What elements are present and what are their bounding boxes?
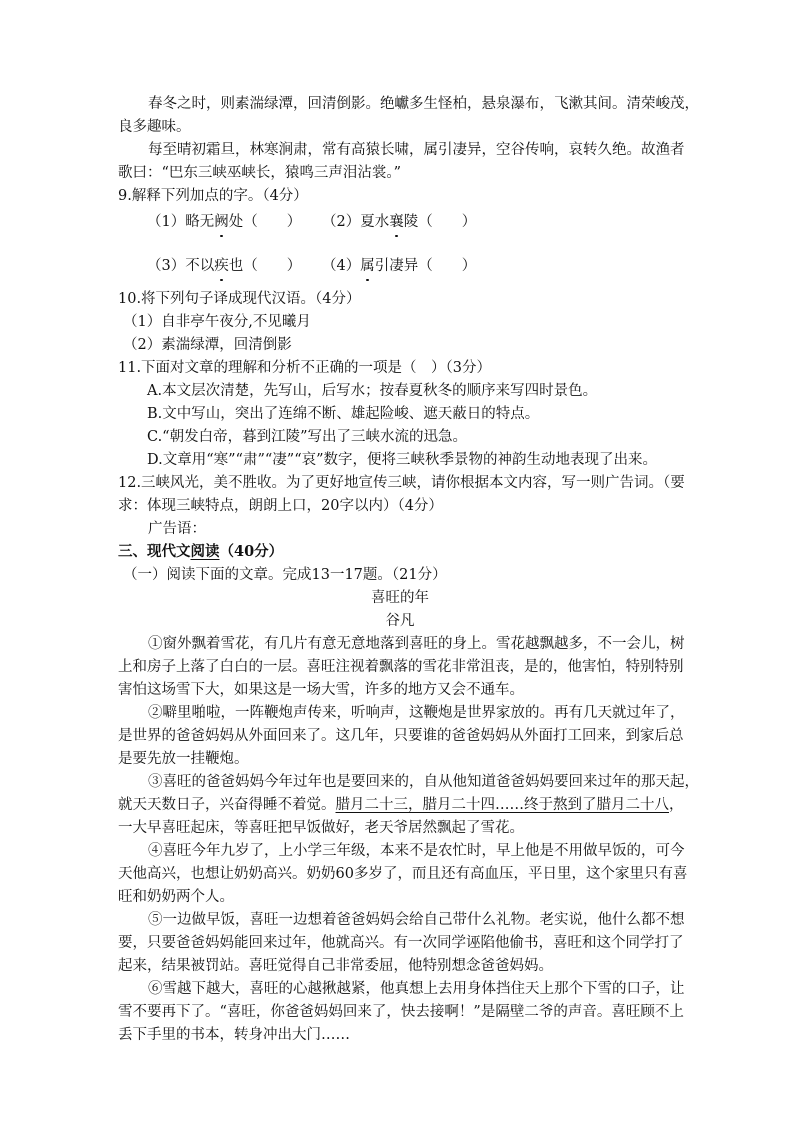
section3-title-post: （40分） <box>219 543 284 560</box>
story-p2-line1: ②噼里啪啦，一阵鞭炮声传来，听响声，这鞭炮是世界家放的。再有几天就过年了， <box>148 705 685 721</box>
q9-item-1-post: 处（ ） <box>228 214 302 230</box>
passage-p1-line1: 春冬之时，则素湍绿潭，回清倒影。绝巘多生怪柏，悬泉瀑布，飞漱其间。清荣峻茂， <box>148 96 699 112</box>
section3-title-underlined: 阅读 <box>190 543 220 560</box>
story-p1-line2: 上和房子上落了白白的一层。喜旺注视着飘落的雪花非常沮丧，是的，他害怕，特别特别 <box>118 659 684 675</box>
story-p5-line1: ⑤一边做早饭，喜旺一边想着爸爸妈妈会给自己带什么礼物。老实说，他什么都不想 <box>148 912 685 928</box>
section3-title <box>118 542 283 562</box>
q9-item-1 <box>147 212 301 232</box>
story-p5-line2: 要，只要爸爸妈妈能回来过年，他就高兴。有一次同学诬陷他偷书，喜旺和这个同学打了 <box>118 935 684 951</box>
q11-option-c: C.“朝发白帝，暮到江陵”写出了三峡水流的迅急。 <box>147 429 468 445</box>
q9-item-2-post: 陵（ ） <box>403 214 477 230</box>
passage-p1-line2: 良多趣味。 <box>118 119 191 135</box>
story-p3-line1: ③喜旺的爸爸妈妈今年过年也是要回来的，自从他知道爸爸妈妈要回来过年的那天起， <box>148 774 699 790</box>
q9-item-3 <box>147 256 301 276</box>
story-p4-line2: 天他高兴，也想让奶奶高兴。奶奶60多岁了，而且还有高血压，平日里，这个家里只有喜 <box>118 866 688 882</box>
q10-stem: 10.将下列句子译成现代汉语。（4分） <box>118 291 361 307</box>
story-p6-line3: 丢下手里的书本，转身冲出大门…… <box>118 1027 350 1043</box>
q9-item-2-dotted: 襄 <box>389 214 404 230</box>
q11-option-a: A.本文层次清楚，先写山，后写水；按春夏秋冬的顺序来写四时景色。 <box>147 383 598 399</box>
story-p3-line2-pre: 就天天数日子，兴奋得睡不着觉。 <box>118 797 336 813</box>
story-p4-line1: ④喜旺今年九岁了，上小学三年级，本来不是农忙时，早上他是不用做早饭的，可今 <box>148 843 685 859</box>
story-p4-line3: 旺和奶奶两个人。 <box>118 889 234 905</box>
q9-item-1-dotted: 阙 <box>214 214 229 230</box>
story-author: 谷凡 <box>385 613 415 629</box>
q9-item-3-pre: （3）不以 <box>147 258 215 274</box>
q9-item-4-pre: （4） <box>322 258 361 274</box>
story-p3-underlined-sentence: 腊月二十三，腊月二十四……终于熬到了腊月二十八 <box>335 797 669 813</box>
q12-ad-label: 广告语： <box>148 521 206 537</box>
q9-item-2-pre: （2）夏水 <box>322 214 390 230</box>
section3-part1: （一）阅读下面的文章。完成13一17题。（21分） <box>123 567 447 583</box>
q9-item-4-post: 引凄异（ ） <box>374 258 477 274</box>
q11-stem: 11.下面对文章的理解和分析不正确的一项是（ ）（3分） <box>118 360 492 376</box>
passage-p2-line2: 歌曰：“巴东三峡巫峡长，猿鸣三声泪沾裳。” <box>118 165 402 181</box>
q12-line1: 12.三峡风光，美不胜收。为了更好地宣传三峡，请你根据本文内容，写一则广告词。（要 <box>118 475 685 491</box>
q9-item-4-dotted: 属 <box>360 258 375 274</box>
story-p2-line2: 是世界的爸爸妈妈从外面回来了。这几年，只要谁的爸爸妈妈从外面打工回来，到家后总 <box>118 728 684 744</box>
story-p1-line1: ①窗外飘着雪花，有几片有意无意地落到喜旺的身上。雪花越飘越多，不一会儿，树 <box>148 636 685 652</box>
story-p6-line2: 雪不要再下了。“喜旺，你爸爸妈妈回来了，快去接啊！”是隔壁二爷的声音。喜旺顾不上 <box>118 1004 684 1020</box>
q9-stem: 9.解释下列加点的字。（4分） <box>118 188 308 204</box>
q9-item-4 <box>322 256 476 276</box>
story-p6-line1: ⑥雪越下越大，喜旺的心越揪越紧，他真想上去用身体挡住天上那个下雪的口子，让 <box>148 981 685 997</box>
story-p5-line3: 起来，结果被罚站。喜旺觉得自己非常委屈，他特别想念爸爸妈妈。 <box>118 958 553 974</box>
story-p3-line3: 一大早喜旺起床，等喜旺把早饭做好，老天爷居然飘起了雪花。 <box>118 820 524 836</box>
q11-option-b: B.文中写山，突出了连绵不断、雄起险峻、遮天蔽日的特点。 <box>147 406 540 422</box>
q9-item-3-dotted: 疾 <box>214 258 229 274</box>
passage-p2-line1: 每至晴初霜旦，林寒涧肃，常有高猿长啸，属引凄异，空谷传响，哀转久绝。故渔者 <box>148 142 685 158</box>
q9-item-2 <box>322 212 476 232</box>
story-p3-line2 <box>118 795 684 815</box>
story-title: 喜旺的年 <box>371 590 429 606</box>
story-p2-line3: 是要先放一挂鞭炮。 <box>118 751 249 767</box>
q9-item-1-pre: （1）略无 <box>147 214 215 230</box>
q11-option-d: D.文章用“寒”“肃”“凄”“哀”数字，便将三峡秋季景物的神韵生动地表现了出来。 <box>147 452 658 468</box>
q12-line2: 求：体现三峡特点，朗朗上口，20字以内）（4分） <box>118 498 443 514</box>
section3-title-pre: 三、现代文 <box>118 543 191 560</box>
story-p1-line3: 害怕这场雪下大，如果这是一场大雪，许多的地方又会不通车。 <box>118 682 524 698</box>
q10-sentence-1: （1）自非亭午夜分,不见曦月 <box>123 314 311 330</box>
q10-sentence-2: （2）素湍绿潭，回清倒影 <box>123 337 292 353</box>
story-p3-line2-post: ， <box>669 797 684 813</box>
q9-item-3-post: 也（ ） <box>228 258 302 274</box>
